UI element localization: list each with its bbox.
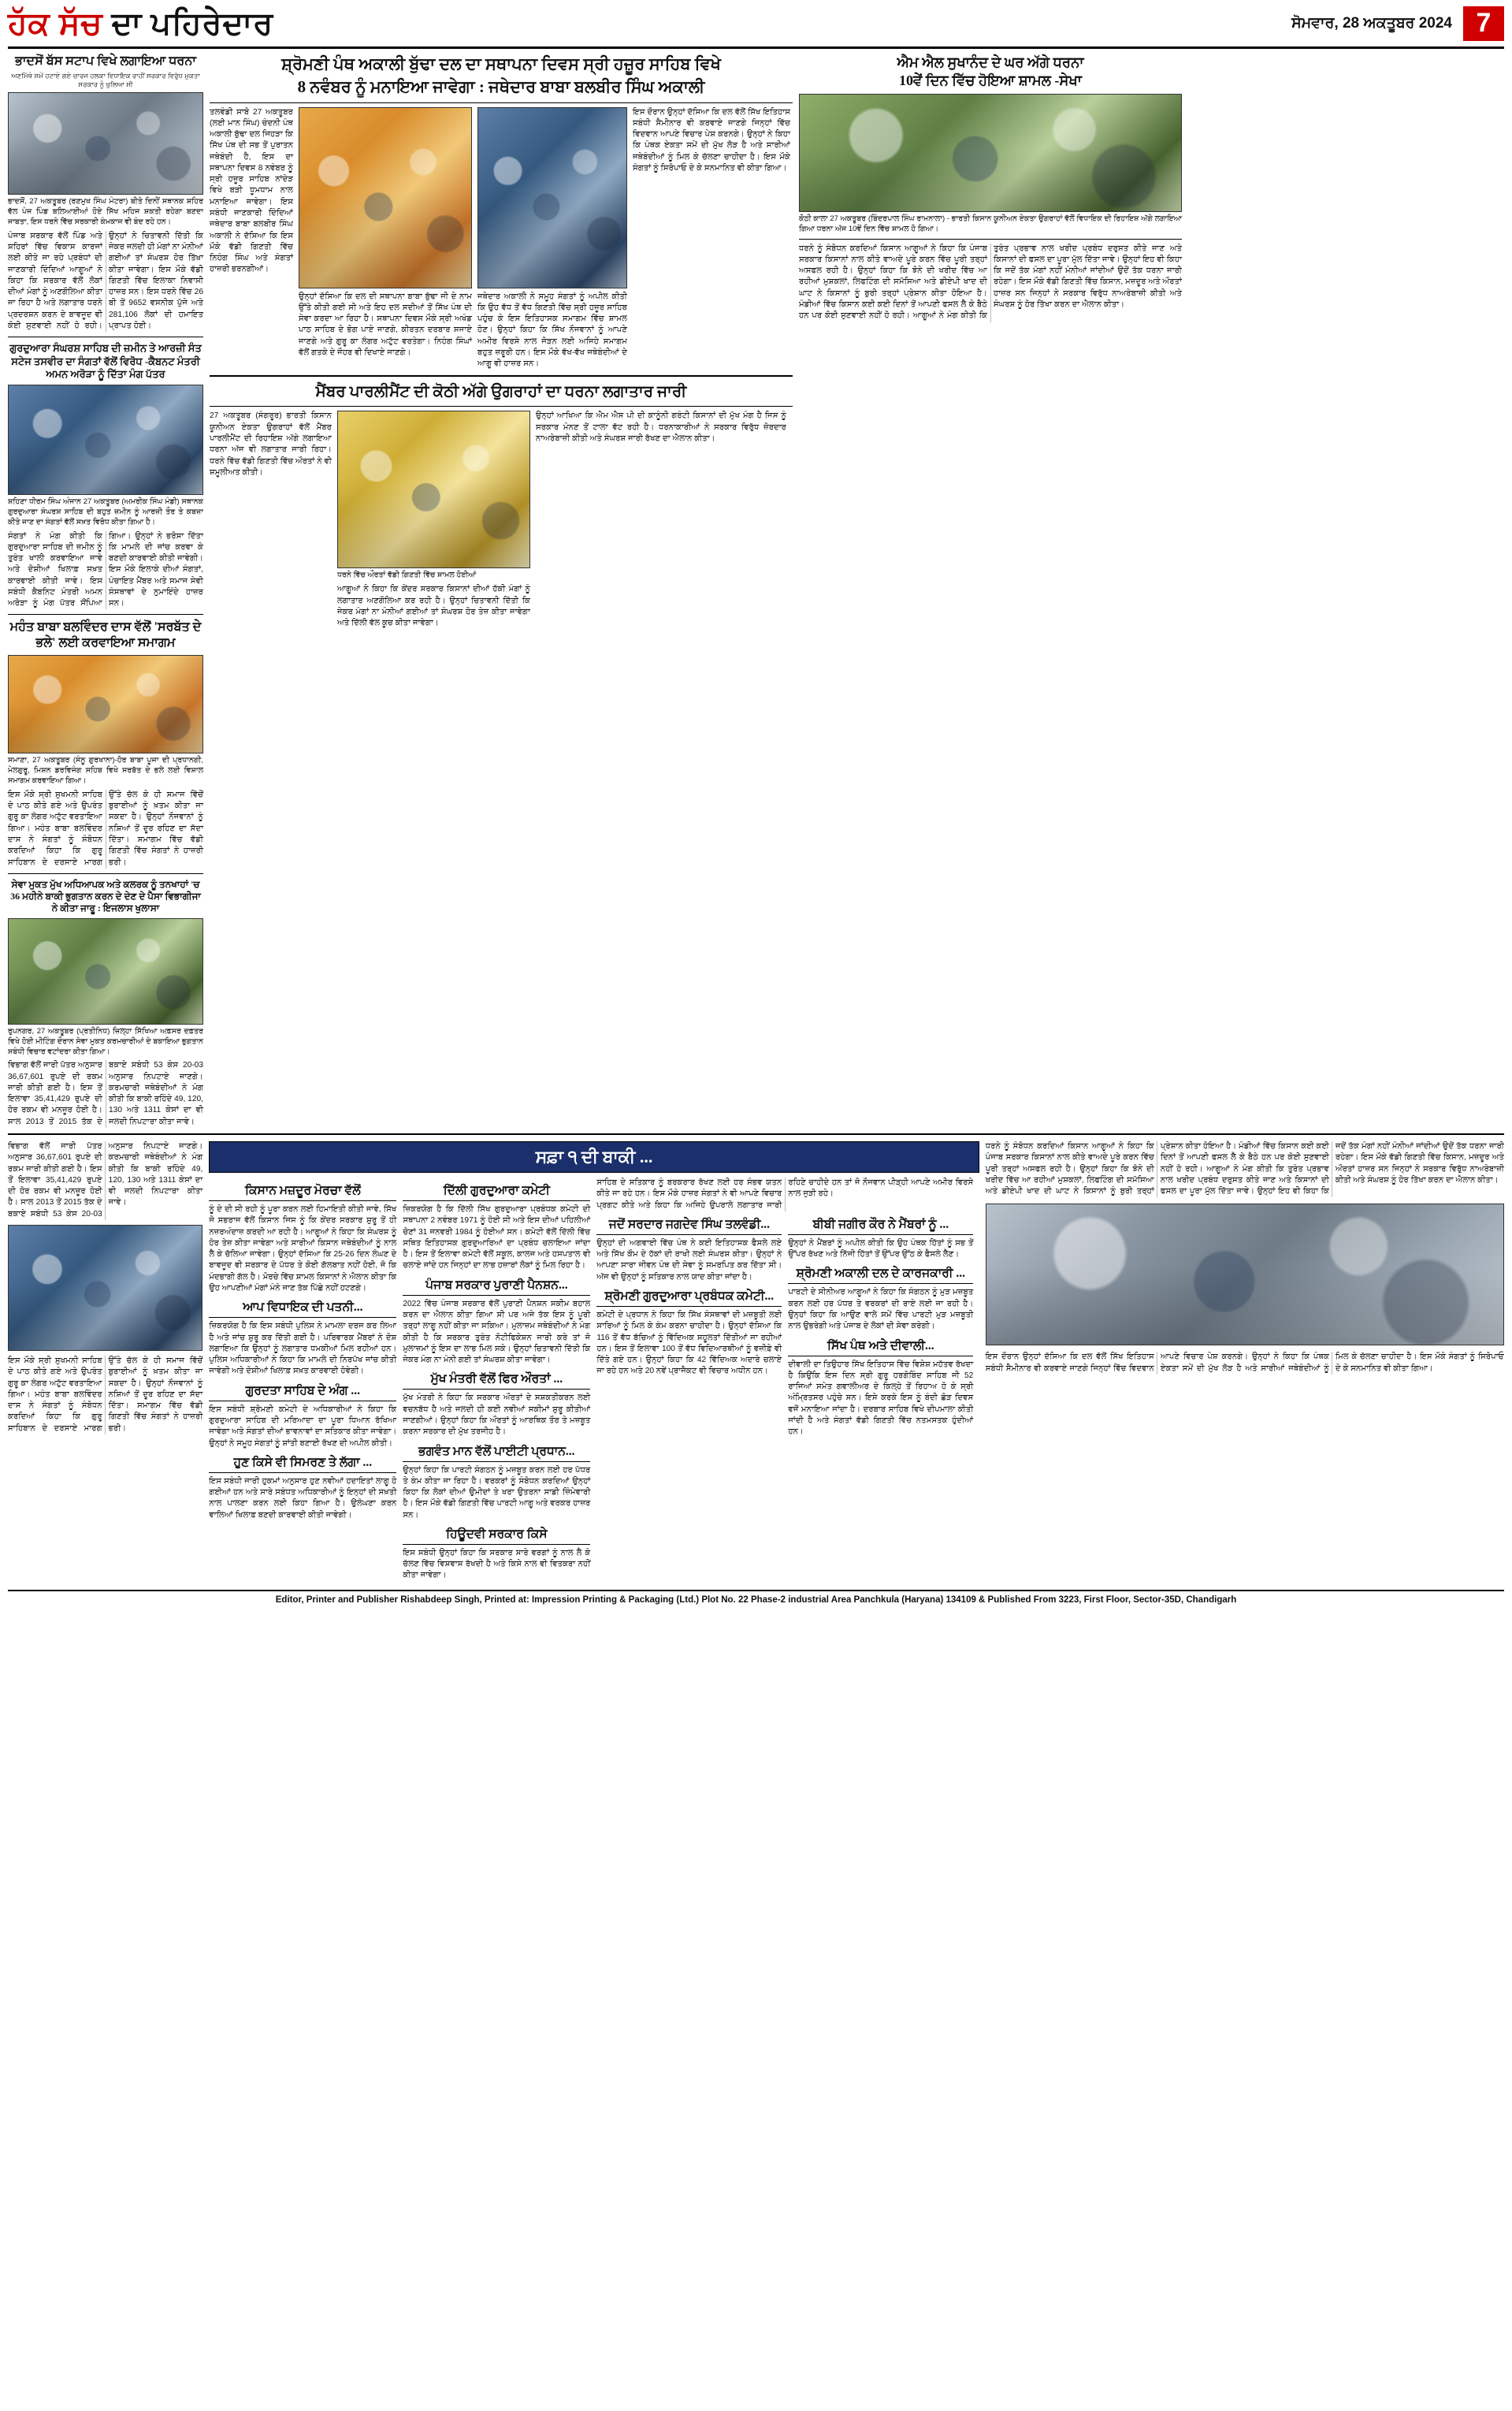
photo-caption: ਰੁਪਨਗਰ, 27 ਅਕਤੂਬਰ (ਪ੍ਰਤੀਨਿਧ) ਜ਼ਿਲ੍ਹਾ ਸਿੱਖਿਆ ਅਫ਼ਸਰ ਦਫ਼ਤਰ ਵਿਖੇ ਹੋਈ ਮੀਟਿੰਗ ਦੌਰਾਨ ਸੇਵਾ ਮੁਕਤ ਕਰਮਚਾਰੀਆਂ ਦੇ ਬਕਾਇਆ ਭੁਗਤਾਨ ਸਬੰਧੀ ਵਿਚਾਰ ਵਟਾਂਦਰਾ ਕੀਤਾ ਗਿਆ। xyxy=(8,1026,203,1056)
article-photo xyxy=(799,94,1182,212)
article-mla-dharna xyxy=(799,54,1182,322)
right-section-title: ਸ਼੍ਰੋਮਣੀ ਗੁਰਦੁਆਰਾ ਪ੍ਰਬੰਧਕ ਕਮੇਟੀ... xyxy=(596,1289,782,1307)
continued-body-left: ਵਿਭਾਗ ਵੱਲੋਂ ਜਾਰੀ ਪੱਤਰ ਅਨੁਸਾਰ 36,67,601 ਰੁਪਏ ਦੀ ਰਕਮ ਜਾਰੀ ਕੀਤੀ ਗਈ ਹੈ। ਇਸ ਤੋਂ ਇਲਾਵਾ 35,41,429 ਰੁਪਏ ਦੀ ਹੋਰ ਰਕਮ ਵੀ ਮਨਜ਼ੂਰ ਹੋਈ ਹੈ। ਸਾਲ 2013 ਤੋਂ 2015 ਤੱਕ ਦੇ ਬਕਾਏ ਸਬੰਧੀ 53 ਕੇਸ 20-03 ਅਨੁਸਾਰ ਨਿਪਟਾਏ ਜਾਣਗੇ। ਕਰਮਚਾਰੀ ਜਥੇਬੰਦੀਆਂ ਨੇ ਮੰਗ ਕੀਤੀ ਕਿ ਬਾਕੀ ਰਹਿੰਦੇ 49, 120, 130 ਅਤੇ 1311 ਕੇਸਾਂ ਦਾ ਵੀ ਜਲਦੀ ਨਿਪਟਾਰਾ ਕੀਤਾ ਜਾਵੇ। xyxy=(8,1142,203,1219)
continued-body-left-2: ਇਸ ਮੌਕੇ ਸ੍ਰੀ ਸੁਖਮਨੀ ਸਾਹਿਬ ਦੇ ਪਾਠ ਕੀਤੇ ਗਏ ਅਤੇ ਉਪਰੰਤ ਗੁਰੂ ਕਾ ਲੰਗਰ ਅਟੁੱਟ ਵਰਤਾਇਆ ਗਿਆ। ਮਹੰਤ ਬਾਬਾ ਬਲਵਿੰਦਰ ਦਾਸ ਨੇ ਸੰਗਤਾਂ ਨੂੰ ਸੰਬੋਧਨ ਕਰਦਿਆਂ ਕਿਹਾ ਕਿ ਗੁਰੂ ਸਾਹਿਬਾਨ ਦੇ ਦਰਸਾਏ ਮਾਰਗ ਉੱਤੇ ਚੱਲ ਕੇ ਹੀ ਸਮਾਜ ਵਿੱਚੋਂ ਬੁਰਾਈਆਂ ਨੂੰ ਖ਼ਤਮ ਕੀਤਾ ਜਾ ਸਕਦਾ ਹੈ। ਉਨ੍ਹਾਂ ਨੌਜਵਾਨਾਂ ਨੂੰ ਨਸ਼ਿਆਂ ਤੋਂ ਦੂਰ ਰਹਿਣ ਦਾ ਸੱਦਾ ਦਿੱਤਾ। ਸਮਾਗਮ ਵਿੱਚ ਵੱਡੀ ਗਿਣਤੀ ਵਿੱਚ ਸੰਗਤਾਂ ਨੇ ਹਾਜ਼ਰੀ ਭਰੀ। xyxy=(8,1356,203,1433)
continuation-col-2 xyxy=(403,1178,590,1582)
right-lead-text: ਸਾਹਿਬ ਦੇ ਸਤਿਕਾਰ ਨੂੰ ਬਰਕਰਾਰ ਰੱਖਣ ਲਈ ਹਰ ਸੰਭਵ ਯਤਨ ਕੀਤੇ ਜਾ ਰਹੇ ਹਨ। ਇਸ ਮੌਕੇ ਹਾਜ਼ਰ ਸੰਗਤਾਂ ਨੇ ਵੀ ਆਪਣੇ ਵਿਚਾਰ ਪ੍ਰਗਟ ਕੀਤੇ ਅਤੇ ਕਿਹਾ ਕਿ ਅਜਿਹੇ ਉਪਰਾਲੇ ਲਗਾਤਾਰ ਜਾਰੀ ਰਹਿਣੇ ਚਾਹੀਦੇ ਹਨ ਤਾਂ ਜੋ ਨੌਜਵਾਨ ਪੀੜ੍ਹੀ ਆਪਣੇ ਅਮੀਰ ਵਿਰਸੇ ਨਾਲ ਜੁੜੀ ਰਹੇ। xyxy=(596,1178,974,1210)
continuation-item-title: ਕਿਸਾਨ ਮਜ਼ਦੂਰ ਮੋਰਚਾ ਵੱਲੋਂ xyxy=(209,1184,396,1201)
continuation-item-title: ਭਗਵੰਤ ਮਾਨ ਵੱਲੋਂ ਪਾਈਟੀ ਪ੍ਰਧਾਨ... xyxy=(403,1445,590,1462)
continuation-item-text: ਮੁੱਖ ਮੰਤਰੀ ਨੇ ਕਿਹਾ ਕਿ ਸਰਕਾਰ ਔਰਤਾਂ ਦੇ ਸਸ਼ਕਤੀਕਰਨ ਲਈ ਵਚਨਬੱਧ ਹੈ ਅਤੇ ਜਲਦੀ ਹੀ ਕਈ ਨਵੀਆਂ ਸਕੀਮਾਂ ਸ਼ੁਰੂ ਕੀਤੀਆਂ ਜਾਣਗੀਆਂ। ਉਨ੍ਹਾਂ ਕਿਹਾ ਕਿ ਔਰਤਾਂ ਨੂੰ ਆਰਥਿਕ ਤੌਰ ਤੇ ਮਜ਼ਬੂਤ ਕਰਨਾ ਸਰਕਾਰ ਦੀ ਮੁੱਖ ਤਰਜੀਹ ਹੈ। xyxy=(403,1393,591,1437)
lower-far-right-column xyxy=(986,1141,1504,1582)
article-subhead: ਅਣਮਿੱਥੇ ਸਮੇਂ ਹਟਾਏ ਗਏ ਚਾਰਜ ਹਲਕਾ ਵਿਧਾਇਕ ਰਾਹੀਂ ਸਰਕਾਰ ਵਿਰੁੱਧ ਮੁਕਤਾ ਸਰਕਾਰ ਨੂੰ ਖੁਲਿਆ ਸੀ xyxy=(11,72,200,89)
continuation-item-text: ਇਸ ਸਬੰਧੀ ਸ਼੍ਰੋਮਣੀ ਕਮੇਟੀ ਦੇ ਅਧਿਕਾਰੀਆਂ ਨੇ ਕਿਹਾ ਕਿ ਗੁਰਦੁਆਰਾ ਸਾਹਿਬ ਦੀ ਮਰਿਆਦਾ ਦਾ ਪੂਰਾ ਧਿਆਨ ਰੱਖਿਆ ਜਾਵੇਗਾ ਅਤੇ ਸੰਗਤਾਂ ਦੀਆਂ ਭਾਵਨਾਵਾਂ ਦਾ ਸਤਿਕਾਰ ਕੀਤਾ ਜਾਵੇਗਾ। ਉਨ੍ਹਾਂ ਨੇ ਸਮੂਹ ਸੰਗਤਾਂ ਨੂੰ ਸ਼ਾਂਤੀ ਬਣਾਈ ਰੱਖਣ ਦੀ ਅਪੀਲ ਕੀਤੀ। xyxy=(209,1405,397,1448)
article-photo xyxy=(986,1204,1504,1345)
right-section-text: ਦੀਵਾਲੀ ਦਾ ਤਿਉਹਾਰ ਸਿੱਖ ਇਤਿਹਾਸ ਵਿੱਚ ਵਿਸ਼ੇਸ਼ ਮਹੱਤਵ ਰੱਖਦਾ ਹੈ ਕਿਉਂਕਿ ਇਸ ਦਿਨ ਸ੍ਰੀ ਗੁਰੂ ਹਰਗੋਬਿੰਦ ਸਾਹਿਬ ਜੀ 52 ਰਾਜਿਆਂ ਸਮੇਤ ਗਵਾਲੀਅਰ ਦੇ ਕਿਲ੍ਹੇ ਤੋਂ ਰਿਹਾਅ ਹੋ ਕੇ ਸ੍ਰੀ ਅੰਮ੍ਰਿਤਸਰ ਪਹੁੰਚੇ ਸਨ। ਇਸੇ ਕਰਕੇ ਇਸ ਨੂੰ ਬੰਦੀ ਛੋੜ ਦਿਵਸ ਵਜੋਂ ਮਨਾਇਆ ਜਾਂਦਾ ਹੈ। ਦਰਬਾਰ ਸਾਹਿਬ ਵਿਖੇ ਦੀਪਮਾਲਾ ਕੀਤੀ ਜਾਂਦੀ ਹੈ ਅਤੇ ਸੰਗਤਾਂ ਵੱਡੀ ਗਿਣਤੀ ਵਿੱਚ ਨਤਮਸਤਕ ਹੁੰਦੀਆਂ ਹਨ। xyxy=(788,1360,974,1437)
article-photo xyxy=(299,107,472,288)
right-section-title: ਜਦੋਂ ਸਰਦਾਰ ਜਗਦੇਵ ਸਿੰਘ ਤਲਵੰਡੀ... xyxy=(596,1218,782,1235)
page-footer: Editor, Printer and Publisher Rishabdeep Singh, Printed at: Impression Printing & Packaging (Ltd.) Plot No. 22 Phase-2 industrial Area Panchkula (Haryana) 134109 & Published From 3223, First Floor, Sector-35D, Chandigarh xyxy=(8,1590,1504,1605)
article-teacher-salary xyxy=(8,879,203,1128)
article-headline: ਸੇਵਾ ਮੁਕਤ ਮੁੱਖ ਅਧਿਆਪਕ ਅਤੇ ਕਲਰਕ ਨੂੰ ਤਨਖਾਹਾਂ 'ਚ 36 ਮਹੀਨੇ ਬਾਕੀ ਭੁਗਤਾਨ ਕਰਨ ਦੇ ਦੇਣ ਦੇ ਪੈਸਾ ਵਿਭਾਗੀਜਾ ਨੇ ਕੀਤਾ ਜਾਰੂ : ਇਜਲਾਸ ਖੁਲਾਸਾ xyxy=(10,878,201,913)
article-body-col-1: ਤਲਵੰਡੀ ਸਾਬੋ 27 ਅਕਤੂਬਰ (ਲਈ ਮਾਨ ਸਿੰਘ) ਚੰਦਨੀ ਪੰਥ ਅਕਾਲੀ ਬੁੱਢਾ ਦਲ ਜਿਹੜਾ ਕਿ ਸਿੱਖ ਪੰਥ ਦੀ ਸਭ ਤੋਂ ਪੁਰਾਤਨ ਜਥੇਬੰਦੀ ਹੈ, ਇਸ ਦਾ ਸਥਾਪਨਾ ਦਿਵਸ 8 ਨਵੰਬਰ ਨੂੰ ਸ੍ਰੀ ਹਜ਼ੂਰ ਸਾਹਿਬ ਨਾਂਦੇੜ ਵਿਖੇ ਬੜੀ ਧੂਮਧਾਮ ਨਾਲ ਮਨਾਇਆ ਜਾਵੇਗਾ। ਇਸ ਸਬੰਧੀ ਜਾਣਕਾਰੀ ਦਿੰਦਿਆਂ ਜਥੇਦਾਰ ਬਾਬਾ ਬਲਬੀਰ ਸਿੰਘ ਅਕਾਲੀ ਨੇ ਦੱਸਿਆ ਕਿ ਇਸ ਮੌਕੇ ਵੱਡੀ ਗਿਣਤੀ ਵਿੱਚ ਨਿਹੰਗ ਸਿੰਘ ਅਤੇ ਸੰਗਤਾਂ ਹਾਜ਼ਰੀ ਭਰਨਗੀਆਂ। xyxy=(210,107,293,274)
article-headline-line-2: 8 ਨਵੰਬਰ ਨੂੰ ਮਨਾਇਆ ਜਾਵੇਗਾ : ਜਥੇਦਾਰ ਬਾਬਾ ਬਲਬੀਰ ਸਿੰਘ ਅਕਾਲੀ xyxy=(297,77,705,97)
photo-caption: ਸ਼ਹਿਣਾ ਧੀਰਮ ਸਿੰਘ ਅੰਜਾਨ 27 ਅਕਤੂਬਰ (ਅਮਰੀਕ ਸਿੰਘ ਮੰਡੀ) ਸਥਾਨਕ ਗੁਰਦੁਆਰਾ ਸੰਘਰਸ਼ ਸਾਹਿਬ ਦੀ ਬਹੁਤ ਜ਼ਮੀਨ ਨੂੰ ਆਰਜ਼ੀ ਤੌਰ ਤੇ ਕਬਜ਼ਾ ਕੀਤੇ ਜਾਣ ਦਾ ਸੰਗਤਾਂ ਵੱਲੋਂ ਸਖ਼ਤ ਵਿਰੋਧ ਕੀਤਾ ਗਿਆ ਹੈ। xyxy=(8,497,203,526)
article-gurdwara-land xyxy=(8,342,203,609)
right-section-text: ਉਨ੍ਹਾਂ ਨੇ ਮੈਂਬਰਾਂ ਨੂੰ ਅਪੀਲ ਕੀਤੀ ਕਿ ਉਹ ਪੰਥਕ ਹਿੱਤਾਂ ਨੂੰ ਸਭ ਤੋਂ ਉੱਪਰ ਰੱਖਣ ਅਤੇ ਨਿੱਜੀ ਹਿੱਤਾਂ ਤੋਂ ਉੱਪਰ ਉੱਠ ਕੇ ਫੈਸਲੇ ਲੈਣ। xyxy=(788,1238,974,1259)
continuation-item-title: ਗੁਰਦਤਾ ਸਾਹਿਬ ਦੇ ਅੰਗ ... xyxy=(209,1384,396,1401)
article-photo xyxy=(8,385,203,495)
masthead-right xyxy=(1291,6,1504,41)
right-section-title: ਬੀਬੀ ਜਗੀਰ ਕੌਰ ਨੇ ਮੈਂਬਰਾਂ ਨੂੰ ... xyxy=(788,1218,973,1235)
lower-region xyxy=(8,1141,1504,1582)
continued-body-right: ਧਰਨੇ ਨੂੰ ਸੰਬੋਧਨ ਕਰਦਿਆਂ ਕਿਸਾਨ ਆਗੂਆਂ ਨੇ ਕਿਹਾ ਕਿ ਪੰਜਾਬ ਸਰਕਾਰ ਕਿਸਾਨਾਂ ਨਾਲ ਕੀਤੇ ਵਾਅਦੇ ਪੂਰੇ ਕਰਨ ਵਿੱਚ ਪੂਰੀ ਤਰ੍ਹਾਂ ਅਸਫਲ ਰਹੀ ਹੈ। ਉਨ੍ਹਾਂ ਕਿਹਾ ਕਿ ਝੋਨੇ ਦੀ ਖਰੀਦ ਵਿੱਚ ਆ ਰਹੀਆਂ ਮੁਸ਼ਕਲਾਂ, ਲਿਫਟਿੰਗ ਦੀ ਸਮੱਸਿਆ ਅਤੇ ਡੀਏਪੀ ਖਾਦ ਦੀ ਘਾਟ ਨੇ ਕਿਸਾਨਾਂ ਨੂੰ ਬੁਰੀ ਤਰ੍ਹਾਂ ਪ੍ਰੇਸ਼ਾਨ ਕੀਤਾ ਹੋਇਆ ਹੈ। ਮੰਡੀਆਂ ਵਿੱਚ ਕਿਸਾਨ ਕਈ ਕਈ ਦਿਨਾਂ ਤੋਂ ਆਪਣੀ ਫਸਲ ਲੈ ਕੇ ਬੈਠੇ ਹਨ ਪਰ ਕੋਈ ਸੁਣਵਾਈ ਨਹੀਂ ਹੋ ਰਹੀ। ਆਗੂਆਂ ਨੇ ਮੰਗ ਕੀਤੀ ਕਿ ਤੁਰੰਤ ਪ੍ਰਭਾਵ ਨਾਲ ਖਰੀਦ ਪ੍ਰਬੰਧ ਦਰੁਸਤ ਕੀਤੇ ਜਾਣ ਅਤੇ ਕਿਸਾਨਾਂ ਦੀ ਫਸਲ ਦਾ ਪੂਰਾ ਮੁੱਲ ਦਿੱਤਾ ਜਾਵੇ। ਉਨ੍ਹਾਂ ਇਹ ਵੀ ਕਿਹਾ ਕਿ ਜਦੋਂ ਤੱਕ ਮੰਗਾਂ ਨਹੀਂ ਮੰਨੀਆਂ ਜਾਂਦੀਆਂ ਉਦੋਂ ਤੱਕ ਧਰਨਾ ਜਾਰੀ ਰਹੇਗਾ। ਇਸ ਮੌਕੇ ਵੱਡੀ ਗਿਣਤੀ ਵਿੱਚ ਕਿਸਾਨ, ਮਜ਼ਦੂਰ ਅਤੇ ਔਰਤਾਂ ਹਾਜ਼ਰ ਸਨ ਜਿਨ੍ਹਾਂ ਨੇ ਸਰਕਾਰ ਵਿਰੁੱਧ ਨਾਅਰੇਬਾਜ਼ੀ ਕੀਤੀ ਅਤੇ ਸੰਘਰਸ਼ ਨੂੰ ਹੋਰ ਤਿੱਖਾ ਕਰਨ ਦਾ ਐਲਾਨ ਕੀਤਾ। xyxy=(985,1142,1504,1196)
article-body: ਧਰਨੇ ਨੂੰ ਸੰਬੋਧਨ ਕਰਦਿਆਂ ਕਿਸਾਨ ਆਗੂਆਂ ਨੇ ਕਿਹਾ ਕਿ ਪੰਜਾਬ ਸਰਕਾਰ ਕਿਸਾਨਾਂ ਨਾਲ ਕੀਤੇ ਵਾਅਦੇ ਪੂਰੇ ਕਰਨ ਵਿੱਚ ਪੂਰੀ ਤਰ੍ਹਾਂ ਅਸਫਲ ਰਹੀ ਹੈ। ਉਨ੍ਹਾਂ ਕਿਹਾ ਕਿ ਝੋਨੇ ਦੀ ਖਰੀਦ ਵਿੱਚ ਆ ਰਹੀਆਂ ਮੁਸ਼ਕਲਾਂ, ਲਿਫਟਿੰਗ ਦੀ ਸਮੱਸਿਆ ਅਤੇ ਡੀਏਪੀ ਖਾਦ ਦੀ ਘਾਟ ਨੇ ਕਿਸਾਨਾਂ ਨੂੰ ਬੁਰੀ ਤਰ੍ਹਾਂ ਪ੍ਰੇਸ਼ਾਨ ਕੀਤਾ ਹੋਇਆ ਹੈ। ਮੰਡੀਆਂ ਵਿੱਚ ਕਿਸਾਨ ਕਈ ਕਈ ਦਿਨਾਂ ਤੋਂ ਆਪਣੀ ਫਸਲ ਲੈ ਕੇ ਬੈਠੇ ਹਨ ਪਰ ਕੋਈ ਸੁਣਵਾਈ ਨਹੀਂ ਹੋ ਰਹੀ। ਆਗੂਆਂ ਨੇ ਮੰਗ ਕੀਤੀ ਕਿ ਤੁਰੰਤ ਪ੍ਰਭਾਵ ਨਾਲ ਖਰੀਦ ਪ੍ਰਬੰਧ ਦਰੁਸਤ ਕੀਤੇ ਜਾਣ ਅਤੇ ਕਿਸਾਨਾਂ ਦੀ ਫਸਲ ਦਾ ਪੂਰਾ ਮੁੱਲ ਦਿੱਤਾ ਜਾਵੇ। ਉਨ੍ਹਾਂ ਇਹ ਵੀ ਕਿਹਾ ਕਿ ਜਦੋਂ ਤੱਕ ਮੰਗਾਂ ਨਹੀਂ ਮੰਨੀਆਂ ਜਾਂਦੀਆਂ ਉਦੋਂ ਤੱਕ ਧਰਨਾ ਜਾਰੀ ਰਹੇਗਾ। ਇਸ ਮੌਕੇ ਵੱਡੀ ਗਿਣਤੀ ਵਿੱਚ ਕਿਸਾਨ, ਮਜ਼ਦੂਰ ਅਤੇ ਔਰਤਾਂ ਹਾਜ਼ਰ ਸਨ ਜਿਨ੍ਹਾਂ ਨੇ ਸਰਕਾਰ ਵਿਰੁੱਧ ਨਾਅਰੇਬਾਜ਼ੀ ਕੀਤੀ ਅਤੇ ਸੰਘਰਸ਼ ਨੂੰ ਹੋਰ ਤਿੱਖਾ ਕਰਨ ਦਾ ਐਲਾਨ ਕੀਤਾ। xyxy=(799,244,1182,321)
article-body: ਵਿਭਾਗ ਵੱਲੋਂ ਜਾਰੀ ਪੱਤਰ ਅਨੁਸਾਰ 36,67,601 ਰੁਪਏ ਦੀ ਰਕਮ ਜਾਰੀ ਕੀਤੀ ਗਈ ਹੈ। ਇਸ ਤੋਂ ਇਲਾਵਾ 35,41,429 ਰੁਪਏ ਦੀ ਹੋਰ ਰਕਮ ਵੀ ਮਨਜ਼ੂਰ ਹੋਈ ਹੈ। ਸਾਲ 2013 ਤੋਂ 2015 ਤੱਕ ਦੇ ਬਕਾਏ ਸਬੰਧੀ 53 ਕੇਸ 20-03 ਅਨੁਸਾਰ ਨਿਪਟਾਏ ਜਾਣਗੇ। ਕਰਮਚਾਰੀ ਜਥੇਬੰਦੀਆਂ ਨੇ ਮੰਗ ਕੀਤੀ ਕਿ ਬਾਕੀ ਰਹਿੰਦੇ 49, 120, 130 ਅਤੇ 1311 ਕੇਸਾਂ ਦਾ ਵੀ ਜਲਦੀ ਨਿਪਟਾਰਾ ਕੀਤਾ ਜਾਵੇ। xyxy=(8,1061,203,1126)
continuation-item-title: ਹਿਊਦਵੀ ਸਰਕਾਰ ਕਿਸੇ xyxy=(403,1527,590,1545)
article-photo-secondary xyxy=(477,107,627,288)
article-body-col-2: ਉਨ੍ਹਾਂ ਦੱਸਿਆ ਕਿ ਦਲ ਦੀ ਸਥਾਪਨਾ ਬਾਬਾ ਬੁੱਢਾ ਜੀ ਦੇ ਨਾਮ ਉੱਤੇ ਕੀਤੀ ਗਈ ਸੀ ਅਤੇ ਇਹ ਦਲ ਸਦੀਆਂ ਤੋਂ ਸਿੱਖ ਪੰਥ ਦੀ ਸੇਵਾ ਕਰਦਾ ਆ ਰਿਹਾ ਹੈ। ਸਥਾਪਨਾ ਦਿਵਸ ਮੌਕੇ ਸ੍ਰੀ ਅਖੰਡ ਪਾਠ ਸਾਹਿਬ ਦੇ ਭੋਗ ਪਾਏ ਜਾਣਗੇ, ਕੀਰਤਨ ਦਰਬਾਰ ਸਜਾਏ ਜਾਣਗੇ ਅਤੇ ਗੁਰੂ ਕਾ ਲੰਗਰ ਅਟੁੱਟ ਵਰਤੇਗਾ। ਨਿਹੰਗ ਸਿੰਘਾਂ ਵੱਲੋਂ ਗਤਕੇ ਦੇ ਜੌਹਰ ਵੀ ਦਿਖਾਏ ਜਾਣਗੇ। xyxy=(299,292,472,357)
continuation-item-title: ਮੁੱਖ ਮੰਤਰੀ ਵੱਲੋਂ ਫਿਰ ਔਰਤਾਂ ... xyxy=(403,1372,590,1390)
left-column xyxy=(8,54,203,1128)
page-number-badge: 7 xyxy=(1463,6,1504,41)
masthead xyxy=(8,5,1504,49)
right-section-title: ਸਿੱਖ ਪੰਥ ਅਤੇ ਦੀਵਾਲੀ... xyxy=(788,1339,973,1356)
article-body: ਸੰਗਤਾਂ ਨੇ ਮੰਗ ਕੀਤੀ ਕਿ ਗੁਰਦੁਆਰਾ ਸਾਹਿਬ ਦੀ ਜ਼ਮੀਨ ਨੂੰ ਤੁਰੰਤ ਖਾਲੀ ਕਰਵਾਇਆ ਜਾਵੇ ਅਤੇ ਦੋਸ਼ੀਆਂ ਖਿਲਾਫ਼ ਸਖ਼ਤ ਕਾਰਵਾਈ ਕੀਤੀ ਜਾਵੇ। ਇਸ ਸਬੰਧੀ ਕੈਬਨਿਟ ਮੰਤਰੀ ਅਮਨ ਅਰੋੜਾ ਨੂੰ ਮੰਗ ਪੱਤਰ ਸੌਂਪਿਆ ਗਿਆ। ਉਨ੍ਹਾਂ ਨੇ ਭਰੋਸਾ ਦਿੱਤਾ ਕਿ ਮਾਮਲੇ ਦੀ ਜਾਂਚ ਕਰਵਾ ਕੇ ਬਣਦੀ ਕਾਰਵਾਈ ਕੀਤੀ ਜਾਵੇਗੀ। ਇਸ ਮੌਕੇ ਇਲਾਕੇ ਦੀਆਂ ਸੰਗਤਾਂ, ਪੰਚਾਇਤ ਮੈਂਬਰ ਅਤੇ ਸਮਾਜ ਸੇਵੀ ਸੰਸਥਾਵਾਂ ਦੇ ਨੁਮਾਇੰਦੇ ਹਾਜ਼ਰ ਸਨ। xyxy=(8,531,203,608)
continuation-item-text: ਇਸ ਸਬੰਧੀ ਜਾਰੀ ਹੁਕਮਾਂ ਅਨੁਸਾਰ ਹੁਣ ਨਵੀਆਂ ਹਦਾਇਤਾਂ ਲਾਗੂ ਹੋ ਗਈਆਂ ਹਨ ਅਤੇ ਸਾਰੇ ਸਬੰਧਤ ਅਧਿਕਾਰੀਆਂ ਨੂੰ ਇਨ੍ਹਾਂ ਦੀ ਸਖ਼ਤੀ ਨਾਲ ਪਾਲਣਾ ਕਰਨ ਲਈ ਕਿਹਾ ਗਿਆ ਹੈ। ਉਲੰਘਣਾ ਕਰਨ ਵਾਲਿਆਂ ਖਿਲਾਫ਼ ਬਣਦੀ ਕਾਰਵਾਈ ਕੀਤੀ ਜਾਵੇਗੀ। xyxy=(209,1476,397,1520)
photo-caption: ਭਾਦਸੋਂ, 27 ਅਕਤੂਬਰ (ਰਣਮੁਖ ਸਿੰਘ ਮੰਟਰਾ) ਬੀਤੇ ਦਿਨੀਂ ਸਥਾਨਕ ਸ਼ਹਿਰ ਵੱਲ ਪੰਜ ਪਿੰਡ ਬਲਿਆਈਆਂ ਹੋਏ ਸਿੱਖ ਮਹਿਜ ਸ਼ਕਤੀ ਰਹੇਗਾ ਬਣਦਾ ਜਾਬਤਾ, ਇਸ ਧਰਨੇ ਵਿੱਚ ਸਰਕਾਰੀ ਕੰਮਕਾਜ ਵੀ ਬੰਦ ਰਹੇ ਹਨ। xyxy=(8,197,203,226)
continuation-item-title: ਦਿੱਲੀ ਗੁਰਦੁਆਰਾ ਕਮੇਟੀ xyxy=(403,1184,590,1201)
article-body-col-3: ਉਨ੍ਹਾਂ ਆਖਿਆ ਕਿ ਐਮ ਐਸ ਪੀ ਦੀ ਕਾਨੂੰਨੀ ਗਰੰਟੀ ਕਿਸਾਨਾਂ ਦੀ ਮੁੱਖ ਮੰਗ ਹੈ ਜਿਸ ਨੂੰ ਸਰਕਾਰ ਮੰਨਣ ਤੋਂ ਟਾਲਾ ਵੱਟ ਰਹੀ ਹੈ। ਧਰਨਾਕਾਰੀਆਂ ਨੇ ਸਰਕਾਰ ਵਿਰੁੱਧ ਜ਼ੋਰਦਾਰ ਨਾਅਰੇਬਾਜ਼ੀ ਕੀਤੀ ਅਤੇ ਸੰਘਰਸ਼ ਜਾਰੀ ਰੱਖਣ ਦਾ ਐਲਾਨ ਕੀਤਾ। xyxy=(536,411,786,444)
article-body: ਪੰਜਾਬ ਸਰਕਾਰ ਵੱਲੋਂ ਪਿੰਡ ਅਤੇ ਸ਼ਹਿਰਾਂ ਵਿੱਚ ਵਿਕਾਸ ਕਾਰਜਾਂ ਲਈ ਕੀਤੇ ਜਾ ਰਹੇ ਪ੍ਰਬੰਧਾਂ ਦੀ ਜਾਣਕਾਰੀ ਦਿੰਦਿਆਂ ਆਗੂਆਂ ਨੇ ਕਿਹਾ ਕਿ ਸਰਕਾਰ ਵੱਲੋਂ ਲੋਕਾਂ ਦੀਆਂ ਮੰਗਾਂ ਨੂੰ ਅਣਗੌਲਿਆ ਕੀਤਾ ਜਾ ਰਿਹਾ ਹੈ ਅਤੇ ਲਗਾਤਾਰ ਧਰਨੇ ਪ੍ਰਦਰਸ਼ਨ ਕਰਨ ਦੇ ਬਾਵਜੂਦ ਵੀ ਕੋਈ ਸੁਣਵਾਈ ਨਹੀਂ ਹੋ ਰਹੀ। ਉਨ੍ਹਾਂ ਨੇ ਚਿਤਾਵਨੀ ਦਿੱਤੀ ਕਿ ਜੇਕਰ ਜਲਦੀ ਹੀ ਮੰਗਾਂ ਨਾ ਮੰਨੀਆਂ ਗਈਆਂ ਤਾਂ ਸੰਘਰਸ਼ ਹੋਰ ਤਿੱਖਾ ਕੀਤਾ ਜਾਵੇਗਾ। ਇਸ ਮੌਕੇ ਵੱਡੀ ਗਿਣਤੀ ਵਿੱਚ ਇਲਾਕਾ ਨਿਵਾਸੀ ਹਾਜ਼ਰ ਸਨ। ਇਸ ਧਰਨੇ ਵਿੱਚ 26 ਬੀ ਤੋਂ 9652 ਵਸਨੀਕ ਪੁੱਜੇ ਅਤੇ 281,106 ਲੋਕਾਂ ਦੀ ਹਮਾਇਤ ਪ੍ਰਾਪਤ ਹੋਈ। xyxy=(8,231,203,331)
photo-caption: ਕੋਠੀ ਕਾਲਾ 27 ਅਕਤੂਬਰ (ਬਿੰਦਰਪਾਲ ਸਿੰਘ ਰਾਮਨਾਲਾ) - ਭਾਰਤੀ ਕਿਸਾਨ ਯੂਨੀਅਨ ਏਕਤਾ ਉਗਰਾਹਾਂ ਵੱਲੋਂ ਵਿਧਾਇਕ ਦੀ ਰਿਹਾਇਸ਼ ਅੱਗੇ ਲਗਾਇਆ ਗਿਆ ਧਰਨਾ ਅੱਜ 10ਵੇਂ ਦਿਨ ਵਿੱਚ ਸ਼ਾਮਲ ਹੋ ਗਿਆ। xyxy=(799,214,1182,233)
logo-part-2: ਦਾ ਪਹਿਰੇਦਾਰ xyxy=(111,6,274,41)
right-section-text: ਪਾਰਟੀ ਦੇ ਸੀਨੀਅਰ ਆਗੂਆਂ ਨੇ ਕਿਹਾ ਕਿ ਸੰਗਠਨ ਨੂੰ ਮੁੜ ਮਜ਼ਬੂਤ ਕਰਨ ਲਈ ਹਰ ਪੱਧਰ ਤੇ ਵਰਕਰਾਂ ਦੀ ਰਾਏ ਲਈ ਜਾ ਰਹੀ ਹੈ। ਉਨ੍ਹਾਂ ਕਿਹਾ ਕਿ ਆਉਣ ਵਾਲੇ ਸਮੇਂ ਵਿੱਚ ਪਾਰਟੀ ਮੁੜ ਮਜ਼ਬੂਤੀ ਨਾਲ ਉਭਰੇਗੀ ਅਤੇ ਪੰਜਾਬ ਦੇ ਲੋਕਾਂ ਦੀ ਸੇਵਾ ਕਰੇਗੀ। xyxy=(788,1288,974,1331)
article-mp-dharna xyxy=(210,382,793,629)
article-photo xyxy=(8,918,203,1025)
publication-date: ਸੋਮਵਾਰ, 28 ਅਕਤੂਬਰ 2024 xyxy=(1291,14,1452,32)
continuation-item-text: ਨੂੰ ਦੇ ਦੀ ਸੀ ਰਹੀ ਨੂੰ ਪੂਰਾ ਕਰਨ ਲਈ ਹਿਮਾਇਤੀ ਕੀਤੀ ਜਾਵੇ, ਸਿੱਖ ਜੋ ਸਭਰਾਜ ਵੱਲੋਂ ਕਿਸਾਨ ਜਿਸ ਨੂੰ ਕਿ ਕੇਂਦਰ ਸਰਕਾਰ ਸ਼ੁਰੂ ਤੋਂ ਹੀ ਨਜ਼ਰਅੰਦਾਜ਼ ਕਰਦੀ ਆ ਰਹੀ ਹੈ। ਆਗੂਆਂ ਨੇ ਕਿਹਾ ਕਿ ਸੰਘਰਸ਼ ਨੂੰ ਹੋਰ ਤੇਜ਼ ਕੀਤਾ ਜਾਵੇਗਾ ਅਤੇ ਸਾਰੀਆਂ ਕਿਸਾਨ ਜਥੇਬੰਦੀਆਂ ਨੂੰ ਨਾਲ ਲੈ ਕੇ ਚੱਲਿਆ ਜਾਵੇਗਾ। ਉਨ੍ਹਾਂ ਦੱਸਿਆ ਕਿ 25-26 ਦਿਨ ਲੰਘਣ ਦੇ ਬਾਵਜੂਦ ਵੀ ਸਰਕਾਰ ਦੇ ਪੱਧਰ ਤੇ ਕੋਈ ਗੱਲਬਾਤ ਨਹੀਂ ਹੋਈ, ਜੋ ਕਿ ਮੰਦਭਾਗੀ ਗੱਲ ਹੈ। ਮੋਰਚੇ ਵਿੱਚ ਸ਼ਾਮਲ ਕਿਸਾਨਾਂ ਨੇ ਐਲਾਨ ਕੀਤਾ ਕਿ ਉਹ ਆਪਣੀਆਂ ਮੰਗਾਂ ਮੰਨੇ ਜਾਣ ਤੱਕ ਪਿੱਛੇ ਨਹੀਂ ਹਟਣਗੇ। xyxy=(209,1205,397,1293)
article-body-col-1: 27 ਅਕਤੂਬਰ (ਸੰਗਰੂਰ) ਭਾਰਤੀ ਕਿਸਾਨ ਯੂਨੀਅਨ ਏਕਤਾ ਉਗਰਾਹਾਂ ਵੱਲੋਂ ਮੈਂਬਰ ਪਾਰਲੀਮੈਂਟ ਦੀ ਰਿਹਾਇਸ਼ ਅੱਗੇ ਲਗਾਇਆ ਧਰਨਾ ਅੱਜ ਵੀ ਲਗਾਤਾਰ ਜਾਰੀ ਰਿਹਾ। ਧਰਨੇ ਵਿੱਚ ਵੱਡੀ ਗਿਣਤੀ ਵਿੱਚ ਔਰਤਾਂ ਨੇ ਵੀ ਸ਼ਮੂਲੀਅਤ ਕੀਤੀ। xyxy=(210,411,332,477)
article-bus-stop xyxy=(8,54,203,332)
continuation-banner: ਸਫ਼ਾ ੧ ਦੀ ਬਾਕੀ ... xyxy=(209,1141,979,1173)
right-section-text: ਕਮੇਟੀ ਦੇ ਪ੍ਰਧਾਨ ਨੇ ਕਿਹਾ ਕਿ ਸਿੱਖ ਸੰਸਥਾਵਾਂ ਦੀ ਮਜ਼ਬੂਤੀ ਲਈ ਸਾਰਿਆਂ ਨੂੰ ਮਿਲ ਕੇ ਕੰਮ ਕਰਨਾ ਚਾਹੀਦਾ ਹੈ। ਉਨ੍ਹਾਂ ਦੱਸਿਆ ਕਿ 116 ਤੋਂ ਵੱਧ ਬੱਚਿਆਂ ਨੂੰ ਵਿੱਦਿਅਕ ਸਹੂਲਤਾਂ ਦਿੱਤੀਆਂ ਜਾ ਰਹੀਆਂ ਹਨ। ਇਸ ਤੋਂ ਇਲਾਵਾ 100 ਤੋਂ ਵੱਧ ਵਿਦਿਆਰਥੀਆਂ ਨੂੰ ਵਜ਼ੀਫ਼ੇ ਵੀ ਦਿੱਤੇ ਗਏ ਹਨ। ਉਨ੍ਹਾਂ ਕਿਹਾ ਕਿ 42 ਵਿੱਦਿਅਕ ਅਦਾਰੇ ਚਲਾਏ ਜਾ ਰਹੇ ਹਨ ਅਤੇ 20 ਨਵੇਂ ਪ੍ਰਾਜੈਕਟ ਵੀ ਵਿਚਾਰ ਅਧੀਨ ਹਨ। xyxy=(596,1310,782,1376)
newspaper-logo xyxy=(8,5,273,42)
continuation-item-title: ਹੁਣ ਕਿਸੇ ਵੀ ਸਿਮਰਣ ਤੇ ਲੱਗਾ ... xyxy=(209,1456,396,1473)
article-photo xyxy=(8,655,203,753)
photo-caption: ਸਮਾਣਾ, 27 ਅਕਤੂਬਰ (ਸੰਨੂ ਗੁਰਖਾਨਾ)-ਹੋਰ ਬਾਬਾ ਪੂਜਾ ਦੀ ਪ੍ਰਧਾਨਗੀ, ਮੇਲਗੁਰੂ, ਮਿਸ਼ਨ ਡਰਵਿਜੰਗ ਸਹਿਬ ਵਿਖੇ ਸਰਬੱਤ ਦੇ ਭਲੇ ਲਈ ਵਿਸ਼ਾਲ ਸਮਾਗਮ ਕਰਵਾਇਆ ਗਿਆ। xyxy=(8,756,203,786)
article-photo xyxy=(337,411,530,568)
far-right-column xyxy=(799,54,1182,1128)
continuation-col-3 xyxy=(596,1178,973,1582)
article-body-col-3: ਜਥੇਦਾਰ ਅਕਾਲੀ ਨੇ ਸਮੂਹ ਸੰਗਤਾਂ ਨੂੰ ਅਪੀਲ ਕੀਤੀ ਕਿ ਉਹ ਵੱਧ ਤੋਂ ਵੱਧ ਗਿਣਤੀ ਵਿੱਚ ਸ੍ਰੀ ਹਜ਼ੂਰ ਸਾਹਿਬ ਪਹੁੰਚ ਕੇ ਇਸ ਇਤਿਹਾਸਕ ਸਮਾਗਮ ਵਿੱਚ ਸ਼ਾਮਲ ਹੋਣ। ਉਨ੍ਹਾਂ ਕਿਹਾ ਕਿ ਸਿੱਖ ਨੌਜਵਾਨਾਂ ਨੂੰ ਆਪਣੇ ਅਮੀਰ ਵਿਰਸੇ ਨਾਲ ਜੋੜਨ ਲਈ ਅਜਿਹੇ ਸਮਾਗਮ ਬਹੁਤ ਜ਼ਰੂਰੀ ਹਨ। ਇਸ ਮੌਕੇ ਵੱਖ-ਵੱਖ ਜਥੇਬੰਦੀਆਂ ਦੇ ਆਗੂ ਵੀ ਹਾਜ਼ਰ ਸਨ। xyxy=(477,292,627,369)
logo-part-1: ਹੱਕ ਸੱਚ xyxy=(8,6,103,41)
lower-left-column xyxy=(8,1141,202,1582)
right-section-title: ਸ਼੍ਰੋਮਣੀ ਅਕਾਲੀ ਦਲ ਦੇ ਕਾਰਜਕਾਰੀ ... xyxy=(788,1267,973,1284)
article-headline: ਮੈਂਬਰ ਪਾਰਲੀਮੈਂਟ ਦੀ ਕੋਠੀ ਅੱਗੇ ਉਗਰਾਹਾਂ ਦਾ ਧਰਨਾ ਲਗਾਤਾਰ ਜਾਰੀ xyxy=(315,383,687,401)
continuation-item-text: ਉਨ੍ਹਾਂ ਕਿਹਾ ਕਿ ਪਾਰਟੀ ਸੰਗਠਨ ਨੂੰ ਮਜ਼ਬੂਤ ਕਰਨ ਲਈ ਹਰ ਪੱਧਰ ਤੇ ਕੰਮ ਕੀਤਾ ਜਾ ਰਿਹਾ ਹੈ। ਵਰਕਰਾਂ ਨੂੰ ਸੰਬੋਧਨ ਕਰਦਿਆਂ ਉਨ੍ਹਾਂ ਕਿਹਾ ਕਿ ਲੋਕਾਂ ਦੀਆਂ ਉਮੀਦਾਂ ਤੇ ਖਰਾ ਉਤਰਨਾ ਸਾਡੀ ਜ਼ਿੰਮੇਵਾਰੀ ਹੈ। ਇਸ ਮੌਕੇ ਵੱਡੀ ਗਿਣਤੀ ਵਿੱਚ ਪਾਰਟੀ ਆਗੂ ਅਤੇ ਵਰਕਰ ਹਾਜ਼ਰ ਸਨ। xyxy=(403,1465,591,1520)
article-headline: ਮਹੰਤ ਬਾਬਾ ਬਲਵਿੰਦਰ ਦਾਸ ਵੱਲੋਂ 'ਸਰਬੱਤ ਦੇ ਭਲੇ' ਲਈ ਕਰਵਾਇਆ ਸਮਾਗਮ xyxy=(9,620,202,650)
continued-body-right-2: ਇਸ ਦੌਰਾਨ ਉਨ੍ਹਾਂ ਦੱਸਿਆ ਕਿ ਦਲ ਵੱਲੋਂ ਸਿੱਖ ਇਤਿਹਾਸ ਸਬੰਧੀ ਸੈਮੀਨਾਰ ਵੀ ਕਰਵਾਏ ਜਾਣਗੇ ਜਿਨ੍ਹਾਂ ਵਿੱਚ ਵਿਦਵਾਨ ਆਪਣੇ ਵਿਚਾਰ ਪੇਸ਼ ਕਰਨਗੇ। ਉਨ੍ਹਾਂ ਨੇ ਕਿਹਾ ਕਿ ਪੰਥਕ ਏਕਤਾ ਸਮੇਂ ਦੀ ਮੁੱਖ ਲੋੜ ਹੈ ਅਤੇ ਸਾਰੀਆਂ ਜਥੇਬੰਦੀਆਂ ਨੂੰ ਮਿਲ ਕੇ ਚੱਲਣਾ ਚਾਹੀਦਾ ਹੈ। ਇਸ ਮੌਕੇ ਸੰਗਤਾਂ ਨੂੰ ਸਿਰੋਪਾਓ ਦੇ ਕੇ ਸਨਮਾਨਿਤ ਵੀ ਕੀਤਾ ਗਿਆ। xyxy=(985,1352,1504,1373)
article-body-col-2: ਆਗੂਆਂ ਨੇ ਕਿਹਾ ਕਿ ਕੇਂਦਰ ਸਰਕਾਰ ਕਿਸਾਨਾਂ ਦੀਆਂ ਹੱਕੀ ਮੰਗਾਂ ਨੂੰ ਲਗਾਤਾਰ ਅਣਗੌਲਿਆ ਕਰ ਰਹੀ ਹੈ। ਉਨ੍ਹਾਂ ਚਿਤਾਵਨੀ ਦਿੱਤੀ ਕਿ ਜੇਕਰ ਮੰਗਾਂ ਨਾ ਮੰਨੀਆਂ ਗਈਆਂ ਤਾਂ ਸੰਘਰਸ਼ ਹੋਰ ਤੇਜ਼ ਕੀਤਾ ਜਾਵੇਗਾ ਅਤੇ ਦਿੱਲੀ ਵੱਲ ਕੂਚ ਕੀਤਾ ਜਾਵੇਗਾ। xyxy=(337,585,530,628)
continuation-item-title: ਆਪ ਵਿਧਾਇਕ ਦੀ ਪਤਨੀ... xyxy=(209,1300,396,1318)
photo-caption: ਧਰਨੇ ਵਿੱਚ ਔਰਤਾਂ ਵੱਡੀ ਗਿਣਤੀ ਵਿੱਚ ਸ਼ਾਮਲ ਹੋਈਆਂ xyxy=(337,571,477,580)
article-budha-dal xyxy=(210,54,793,370)
article-headline: ਗੁਰਦੁਆਰਾ ਸੰਘਰਸ਼ ਸਾਹਿਬ ਦੀ ਜ਼ਮੀਨ ਤੇ ਆਰਜ਼ੀ ਸੰਤ ਸਟੇਜ ਤਸਵੀਰ ਦਾ ਸੰਗਤਾਂ ਵੱਲੋਂ ਵਿਰੋਧ -ਕੈਬਨਟ ਮੰਤਰੀ ਅਮਨ ਅਰੋੜਾ ਨੂੰ ਦਿੱਤਾ ਮੰਗ ਪੱਤਰ xyxy=(9,342,202,380)
top-region xyxy=(8,54,1504,1128)
article-body: ਇਸ ਮੌਕੇ ਸ੍ਰੀ ਸੁਖਮਨੀ ਸਾਹਿਬ ਦੇ ਪਾਠ ਕੀਤੇ ਗਏ ਅਤੇ ਉਪਰੰਤ ਗੁਰੂ ਕਾ ਲੰਗਰ ਅਟੁੱਟ ਵਰਤਾਇਆ ਗਿਆ। ਮਹੰਤ ਬਾਬਾ ਬਲਵਿੰਦਰ ਦਾਸ ਨੇ ਸੰਗਤਾਂ ਨੂੰ ਸੰਬੋਧਨ ਕਰਦਿਆਂ ਕਿਹਾ ਕਿ ਗੁਰੂ ਸਾਹਿਬਾਨ ਦੇ ਦਰਸਾਏ ਮਾਰਗ ਉੱਤੇ ਚੱਲ ਕੇ ਹੀ ਸਮਾਜ ਵਿੱਚੋਂ ਬੁਰਾਈਆਂ ਨੂੰ ਖ਼ਤਮ ਕੀਤਾ ਜਾ ਸਕਦਾ ਹੈ। ਉਨ੍ਹਾਂ ਨੌਜਵਾਨਾਂ ਨੂੰ ਨਸ਼ਿਆਂ ਤੋਂ ਦੂਰ ਰਹਿਣ ਦਾ ਸੱਦਾ ਦਿੱਤਾ। ਸਮਾਗਮ ਵਿੱਚ ਵੱਡੀ ਗਿਣਤੀ ਵਿੱਚ ਸੰਗਤਾਂ ਨੇ ਹਾਜ਼ਰੀ ਭਰੀ। xyxy=(8,790,203,867)
continuation-item-text: ਜ਼ਿਕਰਯੋਗ ਹੈ ਕਿ ਦਿੱਲੀ ਸਿੱਖ ਗੁਰਦੁਆਰਾ ਪ੍ਰਬੰਧਕ ਕਮੇਟੀ ਦੀ ਸਥਾਪਨਾ 2 ਨਵੰਬਰ 1971 ਨੂੰ ਹੋਈ ਸੀ ਅਤੇ ਇਸ ਦੀਆਂ ਪਹਿਲੀਆਂ ਚੋਣਾਂ 31 ਜਨਵਰੀ 1984 ਨੂੰ ਹੋਈਆਂ ਸਨ। ਕਮੇਟੀ ਵੱਲੋਂ ਦਿੱਲੀ ਵਿੱਚ ਸਥਿਤ ਇਤਿਹਾਸਕ ਗੁਰਦੁਆਰਿਆਂ ਦਾ ਪ੍ਰਬੰਧ ਚਲਾਇਆ ਜਾਂਦਾ ਹੈ। ਇਸ ਤੋਂ ਇਲਾਵਾ ਕਮੇਟੀ ਵੱਲੋਂ ਸਕੂਲ, ਕਾਲਜ ਅਤੇ ਹਸਪਤਾਲ ਵੀ ਚਲਾਏ ਜਾਂਦੇ ਹਨ ਜਿਨ੍ਹਾਂ ਦਾ ਲਾਭ ਹਜ਼ਾਰਾਂ ਲੋਕਾਂ ਨੂੰ ਮਿਲ ਰਿਹਾ ਹੈ। xyxy=(403,1205,591,1271)
article-headline-line-2: 10ਵੇਂ ਦਿਨ ਵਿੱਚ ਹੋਇਆ ਸ਼ਾਮਲ -ਸੇਖਾ xyxy=(899,72,1082,88)
continuation-item-title: ਪੰਜਾਬ ਸਰਕਾਰ ਪੁਰਾਣੀ ਪੈਨਸ਼ਨ... xyxy=(403,1278,590,1296)
continuation-item-text: 2022 ਵਿੱਚ ਪੰਜਾਬ ਸਰਕਾਰ ਵੱਲੋਂ ਪੁਰਾਣੀ ਪੈਨਸ਼ਨ ਸਕੀਮ ਬਹਾਲ ਕਰਨ ਦਾ ਐਲਾਨ ਕੀਤਾ ਗਿਆ ਸੀ ਪਰ ਅਜੇ ਤੱਕ ਇਸ ਨੂੰ ਪੂਰੀ ਤਰ੍ਹਾਂ ਲਾਗੂ ਨਹੀਂ ਕੀਤਾ ਜਾ ਸਕਿਆ। ਮੁਲਾਜ਼ਮ ਜਥੇਬੰਦੀਆਂ ਨੇ ਮੰਗ ਕੀਤੀ ਹੈ ਕਿ ਸਰਕਾਰ ਤੁਰੰਤ ਨੋਟੀਫਿਕੇਸ਼ਨ ਜਾਰੀ ਕਰੇ ਤਾਂ ਜੋ ਮੁਲਾਜ਼ਮਾਂ ਨੂੰ ਇਸ ਦਾ ਲਾਭ ਮਿਲ ਸਕੇ। ਉਨ੍ਹਾਂ ਚਿਤਾਵਨੀ ਦਿੱਤੀ ਕਿ ਜੇਕਰ ਮੰਗ ਨਾ ਮੰਨੀ ਗਈ ਤਾਂ ਸੰਘਰਸ਼ ਕੀਤਾ ਜਾਵੇਗਾ। xyxy=(403,1299,591,1365)
article-body-col-4: ਇਸ ਦੌਰਾਨ ਉਨ੍ਹਾਂ ਦੱਸਿਆ ਕਿ ਦਲ ਵੱਲੋਂ ਸਿੱਖ ਇਤਿਹਾਸ ਸਬੰਧੀ ਸੈਮੀਨਾਰ ਵੀ ਕਰਵਾਏ ਜਾਣਗੇ ਜਿਨ੍ਹਾਂ ਵਿੱਚ ਵਿਦਵਾਨ ਆਪਣੇ ਵਿਚਾਰ ਪੇਸ਼ ਕਰਨਗੇ। ਉਨ੍ਹਾਂ ਨੇ ਕਿਹਾ ਕਿ ਪੰਥਕ ਏਕਤਾ ਸਮੇਂ ਦੀ ਮੁੱਖ ਲੋੜ ਹੈ ਅਤੇ ਸਾਰੀਆਂ ਜਥੇਬੰਦੀਆਂ ਨੂੰ ਮਿਲ ਕੇ ਚੱਲਣਾ ਚਾਹੀਦਾ ਹੈ। ਇਸ ਮੌਕੇ ਸੰਗਤਾਂ ਨੂੰ ਸਿਰੋਪਾਓ ਦੇ ਕੇ ਸਨਮਾਨਿਤ ਵੀ ਕੀਤਾ ਗਿਆ। xyxy=(633,107,790,173)
middle-column xyxy=(210,54,793,1128)
article-photo xyxy=(8,1225,202,1351)
right-section-text: ਉਨ੍ਹਾਂ ਦੀ ਅਗਵਾਈ ਵਿੱਚ ਪੰਥ ਨੇ ਕਈ ਇਤਿਹਾਸਕ ਫੈਸਲੇ ਲਏ ਅਤੇ ਸਿੱਖ ਕੌਮ ਦੇ ਹੱਕਾਂ ਦੀ ਰਾਖੀ ਲਈ ਸੰਘਰਸ਼ ਕੀਤਾ। ਉਨ੍ਹਾਂ ਨੇ ਆਪਣਾ ਸਾਰਾ ਜੀਵਨ ਪੰਥ ਦੀ ਸੇਵਾ ਨੂੰ ਸਮਰਪਿਤ ਕਰ ਦਿੱਤਾ ਸੀ। ਅੱਜ ਵੀ ਉਨ੍ਹਾਂ ਨੂੰ ਸਤਿਕਾਰ ਨਾਲ ਯਾਦ ਕੀਤਾ ਜਾਂਦਾ ਹੈ। xyxy=(596,1238,782,1282)
article-headline-line-1: ਸ਼੍ਰੋਮਣੀ ਪੰਥ ਅਕਾਲੀ ਬੁੱਢਾ ਦਲ ਦਾ ਸਥਾਪਨਾ ਦਿਵਸ ਸ੍ਰੀ ਹਜ਼ੂਰ ਸਾਹਿਬ ਵਿਖੇ xyxy=(281,54,721,73)
continuation-item-text: ਜ਼ਿਕਰਯੋਗ ਹੈ ਕਿ ਇਸ ਸਬੰਧੀ ਪੁਲਿਸ ਨੇ ਮਾਮਲਾ ਦਰਜ ਕਰ ਲਿਆ ਹੈ ਅਤੇ ਜਾਂਚ ਸ਼ੁਰੂ ਕਰ ਦਿੱਤੀ ਗਈ ਹੈ। ਪਰਿਵਾਰਕ ਮੈਂਬਰਾਂ ਨੇ ਦੋਸ਼ ਲਗਾਇਆ ਕਿ ਉਨ੍ਹਾਂ ਨੂੰ ਲਗਾਤਾਰ ਧਮਕੀਆਂ ਮਿਲ ਰਹੀਆਂ ਹਨ। ਪੁਲਿਸ ਅਧਿਕਾਰੀਆਂ ਨੇ ਕਿਹਾ ਕਿ ਮਾਮਲੇ ਦੀ ਨਿਰਪੱਖ ਜਾਂਚ ਕੀਤੀ ਜਾਵੇਗੀ ਅਤੇ ਦੋਸ਼ੀਆਂ ਖਿਲਾਫ਼ ਸਖ਼ਤ ਕਾਰਵਾਈ ਹੋਵੇਗੀ। xyxy=(209,1322,397,1376)
article-photo xyxy=(8,92,203,195)
continuation-section xyxy=(209,1141,979,1582)
article-mahant-samagam xyxy=(8,619,203,868)
continuation-col-1 xyxy=(209,1178,396,1582)
continuation-item-text: ਇਸ ਸਬੰਧੀ ਉਨ੍ਹਾਂ ਕਿਹਾ ਕਿ ਸਰਕਾਰ ਸਾਰੇ ਵਰਗਾਂ ਨੂੰ ਨਾਲ ਲੈ ਕੇ ਚੱਲਣ ਵਿੱਚ ਵਿਸ਼ਵਾਸ ਰੱਖਦੀ ਹੈ ਅਤੇ ਕਿਸੇ ਨਾਲ ਵੀ ਵਿਤਕਰਾ ਨਹੀਂ ਕੀਤਾ ਜਾਵੇਗਾ। xyxy=(403,1548,591,1580)
article-headline-line-1: ਐਮ ਐਲ ਸੁਖਾਨੰਦ ਦੇ ਘਰ ਅੱਗੇ ਧਰਨਾ xyxy=(897,54,1084,70)
article-headline: ਭਾਦਸੋਂ ਬੱਸ ਸਟਾਪ ਵਿਖੇ ਲਗਾਇਆ ਧਰਨਾ xyxy=(15,54,196,68)
